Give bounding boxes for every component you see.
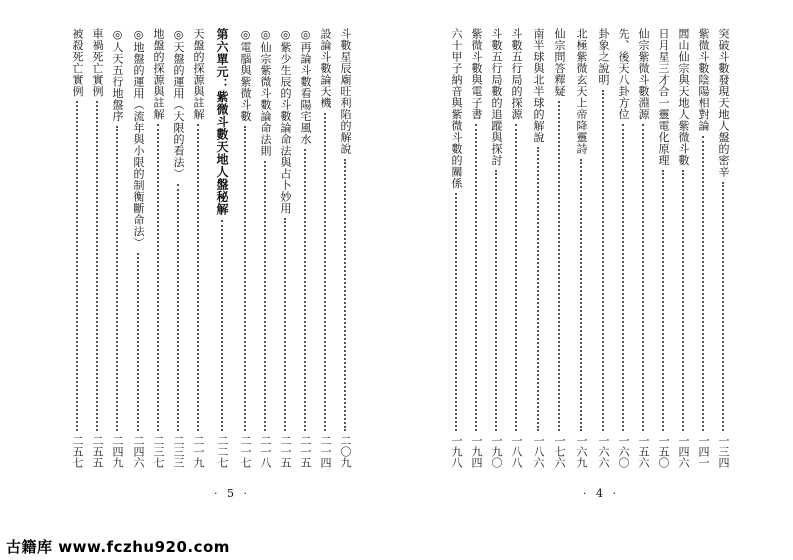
toc-entry [258,28,272,468]
toc-entry-page-number: 二〇九 [339,435,352,468]
toc-dot-leader [662,170,665,431]
toc-dot-leader [642,124,645,431]
toc-dot-leader [495,170,498,431]
toc-dot-leader [722,182,725,432]
watermark [6,536,230,557]
toc-entry-page-number: 二五七 [71,435,84,468]
toc-entry-page-number: 二三三 [172,435,185,468]
toc-entry [469,28,483,468]
toc-entry-title: 被殺死亡實例 [71,28,84,97]
left-page [0,0,396,560]
toc-entry [531,28,545,468]
toc-entry [90,28,104,468]
toc-entry-title: 斗數星辰廟旺利陷的解說 [339,28,352,155]
toc-dot-leader [324,113,327,432]
toc-entry [171,28,185,468]
toc-entry [676,28,690,468]
toc-entry-page-number: 二一九 [192,435,205,468]
toc-dot-leader [157,124,160,431]
toc-dot-leader [177,184,180,432]
toc-entry-title: 斗數五行局數的追蹤與探討 [490,28,503,166]
toc-entry [70,28,84,468]
toc-entry [716,28,730,468]
left-toc-list [0,0,396,560]
toc-entry-title: 日月星三才合一靈電化原理 [657,28,670,166]
toc-entry-title: ◎地盤的運用（流年與小限的制衡斷命法） [132,28,145,249]
toc-entry-title: 仙宗問答釋疑 [553,28,566,97]
toc-entry-page-number: 二一七 [239,435,252,468]
toc-entry-page-number: 二二七 [216,435,229,468]
toc-entry [338,28,352,468]
watermark-url: www.fczhu920.com [58,538,230,556]
toc-entry-title: ◎人天五行地盤序 [111,28,124,122]
toc-entry-title: 卦象之說明 [597,28,610,86]
toc-dot-leader [602,90,605,432]
toc-entry [596,28,610,468]
toc-entry-title: ◎仙宗紫微斗數論命法則 [259,28,272,157]
toc-entry [636,28,650,468]
toc-entry-page-number: 一九〇 [490,435,503,468]
toc-chapter-entry [215,28,229,468]
toc-entry-page-number: 二一八 [259,435,272,468]
toc-dot-leader [284,218,287,431]
left-page-number: · 5 · [214,487,250,500]
toc-entry-page-number: 一八六 [532,435,545,468]
toc-dot-leader [116,126,119,431]
toc-entry-page-number: 一四六 [677,435,690,468]
toc-entry [110,28,124,468]
toc-entry-page-number: 二三七 [152,435,165,468]
toc-entry [449,28,463,468]
toc-entry-title: 第六單元：紫微斗數天地人盤秘解 [215,28,229,216]
toc-entry-page-number: 一三四 [717,435,730,468]
toc-entry-title: ◎電腦與紫微斗數 [239,28,252,122]
toc-entry-page-number: 一六〇 [617,435,630,468]
toc-dot-leader [344,159,347,432]
toc-entry [131,28,145,468]
toc-entry-page-number: 一五六 [637,435,650,468]
toc-entry-title: 紫微斗數與電子書 [470,28,483,120]
toc-dot-leader [702,136,705,432]
toc-entry-page-number: 一四一 [697,435,710,468]
toc-entry-page-number: 一五〇 [657,435,670,468]
toc-entry [278,28,292,468]
toc-entry-page-number: 一八八 [510,435,523,468]
toc-dot-leader [137,253,140,432]
toc-entry [509,28,523,468]
toc-dot-leader [304,149,307,431]
toc-entry-title: 南半球與北半球的解說 [532,28,545,143]
toc-entry-page-number: 二一四 [319,435,332,468]
toc-entry-title: 地盤的探源與註解 [152,28,165,120]
toc-entry-title: ◎天盤的運用（大限的看法） [172,28,185,180]
toc-entry [191,28,205,468]
toc-entry-page-number: 一九四 [470,435,483,468]
right-page [396,0,793,560]
toc-entry-page-number: 二一五 [299,435,312,468]
right-toc-list [396,0,793,560]
toc-dot-leader [682,170,685,431]
toc-entry [696,28,710,468]
toc-entry-title: 突破斗數發現天地人盤的密辛 [717,28,730,178]
toc-dot-leader [244,126,247,431]
toc-entry-title: ◎再論斗數看陽宅風水 [299,28,312,145]
toc-entry-page-number: 二四六 [132,435,145,468]
toc-entry-title: 北極紫微玄天上帝降靈詩 [575,28,588,155]
toc-entry [318,28,332,468]
toc-dot-leader [622,124,625,431]
toc-entry-page-number: 一六九 [575,435,588,468]
toc-entry-title: 車禍死亡實例 [91,28,104,97]
toc-entry-title: 紫微斗數陰陽相對論 [697,28,710,132]
toc-entry-page-number: 二四九 [111,435,124,468]
toc-dot-leader [221,220,224,432]
toc-entry [574,28,588,468]
right-page-number: · 4 · [583,487,619,500]
toc-dot-leader [264,161,267,432]
toc-dot-leader [515,124,518,431]
toc-entry [552,28,566,468]
toc-entry [151,28,165,468]
toc-entry [489,28,503,468]
toc-entry-page-number: 一九八 [450,435,463,468]
toc-entry [616,28,630,468]
toc-entry-title: 天盤的探源與註解 [192,28,205,120]
toc-entry-title: 先、後天八卦方位 [617,28,630,120]
toc-dot-leader [558,101,561,431]
toc-entry-page-number: 一七六 [553,435,566,468]
toc-entry-title: 仙宗紫微斗數淵源 [637,28,650,120]
toc-entry-title: ◎紫少生辰的斗數論命法與占卜妙用 [279,28,292,214]
watermark-site-name: 古籍库 [6,538,53,556]
toc-entry-page-number: 一六六 [597,435,610,468]
toc-dot-leader [455,193,458,431]
toc-entry-page-number: 二五五 [91,435,104,468]
toc-dot-leader [580,159,583,432]
toc-entry [238,28,252,468]
toc-dot-leader [96,101,99,431]
toc-dot-leader [537,147,540,431]
toc-entry [298,28,312,468]
toc-entry-title: 六十甲子納音與紫微斗數的關係 [450,28,463,189]
toc-entry [656,28,670,468]
toc-entry-title: 設論斗數論天機 [319,28,332,109]
toc-dot-leader [197,124,200,431]
toc-dot-leader [475,124,478,431]
toc-entry-title: 閭山仙宗與天地人紫微斗數 [677,28,690,166]
toc-entry-title: 斗數五行局的探源 [510,28,523,120]
toc-dot-leader [76,101,79,431]
toc-entry-page-number: 二一五 [279,435,292,468]
